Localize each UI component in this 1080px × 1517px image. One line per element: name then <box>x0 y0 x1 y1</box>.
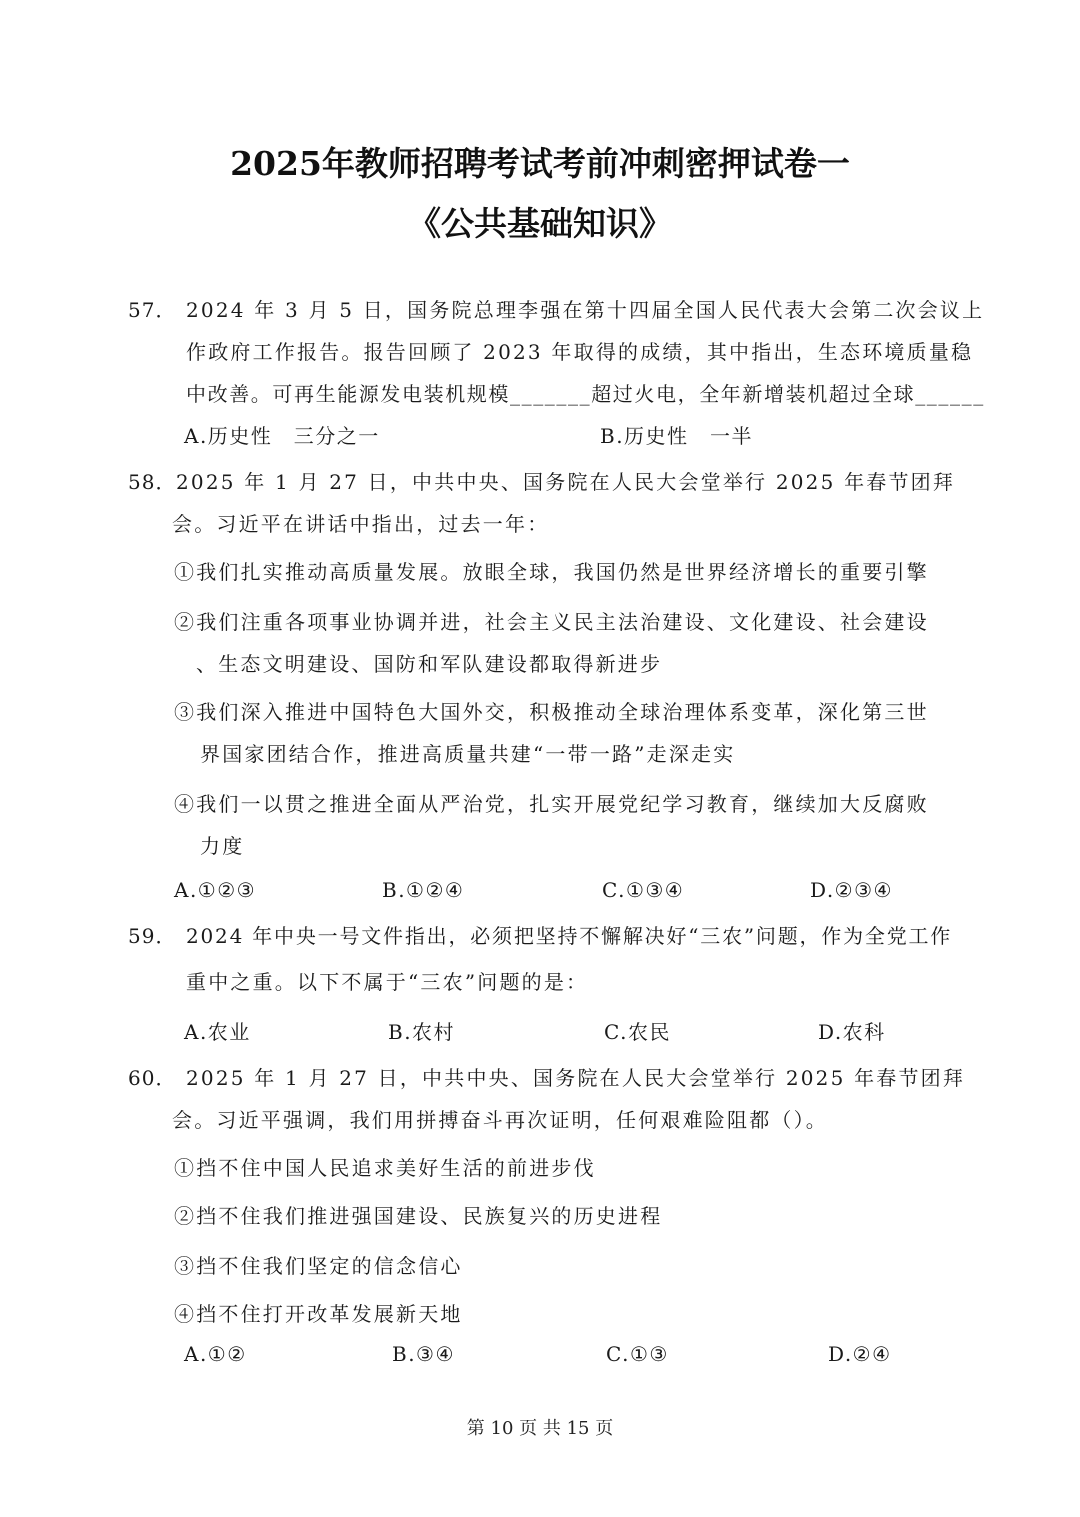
option-b[interactable]: B.③④ <box>392 1342 455 1366</box>
option-c[interactable]: C.农民 <box>604 1020 671 1044</box>
question-text-line: 中改善。可再生能源发电装机规模_______超过火电，全年新增装机超过全球______ <box>186 382 985 406</box>
question-text-line: 2025 年 1 月 27 日，中共中央、国务院在人民大会堂举行 2025 年春节团拜 <box>176 470 956 494</box>
question-text-line: 重中之重。以下不属于“三农”问题的是： <box>186 970 589 994</box>
statement-item: ③挡不住我们坚定的信念信心 <box>174 1254 463 1278</box>
question-text-line: 会。习近平在讲话中指出，过去一年： <box>172 512 550 536</box>
option-b[interactable]: B.农村 <box>388 1020 456 1044</box>
question-text-line: 2024 年 3 月 5 日，国务院总理李强在第十四届全国人民代表大会第二次会议上 <box>186 298 985 322</box>
option-a[interactable]: A.①② <box>184 1342 247 1366</box>
question-number: 58． <box>128 470 177 494</box>
option-b[interactable]: B.①②④ <box>382 878 465 902</box>
question-number: 60． <box>128 1066 177 1090</box>
page-title: 2025年教师招聘考试考前冲刺密押试卷一 <box>230 144 850 183</box>
option-a[interactable]: A.农业 <box>184 1020 251 1044</box>
question-text-line: 2025 年 1 月 27 日，中共中央、国务院在人民大会堂举行 2025 年春节团拜 <box>186 1066 966 1090</box>
option-b[interactable]: B.历史性 一半 <box>600 424 754 448</box>
option-d[interactable]: D.农科 <box>818 1020 886 1044</box>
question-text-line: 会。习近平强调，我们用拼搏奋斗再次证明，任何艰难险阻都（）。 <box>172 1108 828 1132</box>
option-d[interactable]: D.②③④ <box>810 878 893 902</box>
page-subtitle: 《公共基础知识》 <box>408 204 672 243</box>
question-text-line: 作政府工作报告。报告回顾了 2023 年取得的成绩，其中指出，生态环境质量稳 <box>186 340 974 364</box>
statement-item-cont: 界国家团结合作，推进高质量共建“一带一路”走深走实 <box>200 742 736 766</box>
question-number: 57． <box>128 298 177 322</box>
statement-item-cont: 、生态文明建设、国防和军队建设都取得新进步 <box>196 652 663 676</box>
option-a[interactable]: A.历史性 三分之一 <box>184 424 380 448</box>
statement-item-cont: 力度 <box>200 834 245 858</box>
option-c[interactable]: C.①③④ <box>602 878 685 902</box>
question-text-line: 2024 年中央一号文件指出，必须把坚持不懈解决好“三农”问题，作为全党工作 <box>186 924 953 948</box>
statement-item: ②我们注重各项事业协调并进，社会主义民主法治建设、文化建设、社会建设 <box>174 610 929 634</box>
statement-item: ④我们一以贯之推进全面从严治党，扎实开展党纪学习教育，继续加大反腐败 <box>174 792 929 816</box>
option-c[interactable]: C.①③ <box>606 1342 669 1366</box>
statement-item: ③我们深入推进中国特色大国外交，积极推动全球治理体系变革，深化第三世 <box>174 700 929 724</box>
statement-item: ①我们扎实推动高质量发展。放眼全球，我国仍然是世界经济增长的重要引擎 <box>174 560 929 584</box>
option-a[interactable]: A.①②③ <box>174 878 257 902</box>
statement-item: ①挡不住中国人民追求美好生活的前进步伐 <box>174 1156 596 1180</box>
option-d[interactable]: D.②④ <box>828 1342 892 1366</box>
page-number: 第 10 页 共 15 页 <box>466 1418 614 1439</box>
question-number: 59． <box>128 924 177 948</box>
statement-item: ④挡不住打开改革发展新天地 <box>174 1302 463 1326</box>
statement-item: ②挡不住我们推进强国建设、民族复兴的历史进程 <box>174 1204 663 1228</box>
